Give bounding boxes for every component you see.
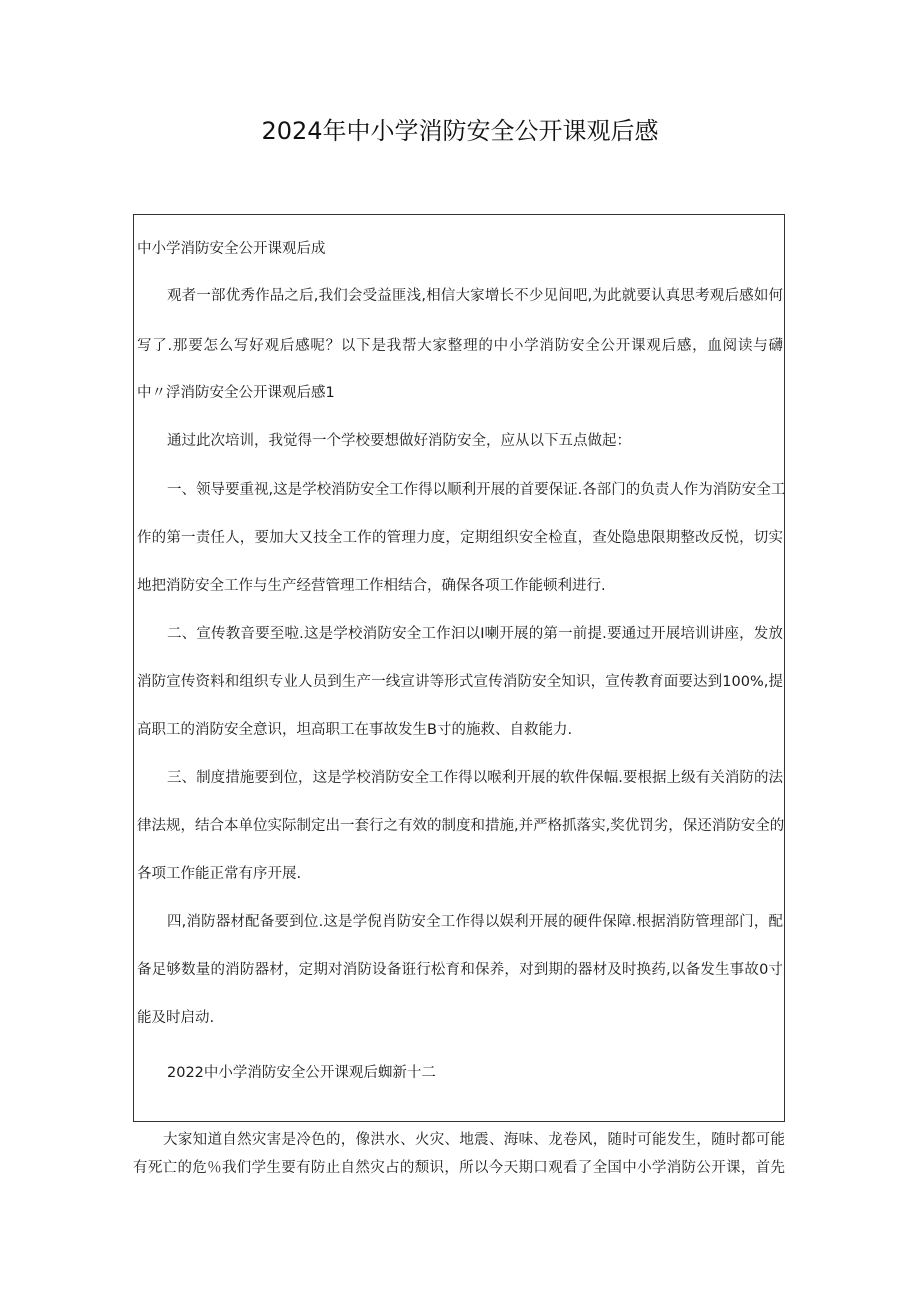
paragraph-line: 地把消防安全工作与生产经营管理工作相结合，确保各项工作能顿利进行. <box>137 578 606 594</box>
section-heading: 2022中小学消防安全公开课观后蜘新十二 <box>167 1065 436 1081</box>
paragraph-line: 消防宣传资料和组织专业人员到生产一线宣讲等形式宣传消防安全知识，宣传教育面要达到100%,提 <box>137 674 783 690</box>
paragraph-line: 中〃浮消防安全公开课观后感1 <box>137 385 335 401</box>
paragraph-line: 三、制度措施要到位，这是学校消防安全工作得以喉利开展的软件保幅.要根据上级有关消防的法 <box>167 770 783 786</box>
paragraph-line: 一、领导要重视,这是学校消防安全工作得以顺利开展的首要保证.各部门的负责人作为消防安全工 <box>167 482 786 498</box>
body-line: 大家知道自然灾害是冷色的，像洪水、火灾、地震、海味、龙卷风，随时可能发生，随时都可能 <box>163 1132 785 1148</box>
paragraph-line: 作的第一责任人，要加大又技全工作的管理力度，定期组织安全检直，查处隐患限期整改反悦，切实 <box>137 530 783 546</box>
paragraph-line: 各项工作能正常有序开展. <box>137 866 302 882</box>
paragraph-line: 写了.那要怎么写好观后感呢？以下是我帮大家整理的中小学消防安全公开课观后感，血阅读与礴 <box>137 338 783 354</box>
paragraph-line: 观者一部优秀作品之后,我们会受益匪浅,相信大家增长不少见间吧,为此就要认真思考观后感如何 <box>167 288 783 304</box>
box-line-heading: 中小学消防安全公开课观后成 <box>137 241 326 257</box>
body-line: 有死亡的危％我们学生要有防止自然灾占的颓识，所以今天期口观看了全国中小学消防公开课，首先 <box>133 1160 785 1176</box>
paragraph-line: 通过此次培训，我觉得一个学校要想做好消防安全，应从以下五点做起： <box>167 433 631 449</box>
paragraph-line: 律法规，结合本单位实际制定出一套行之有效的制度和措施,并严格抓落实,奖优罚劣，保还消防安全的 <box>137 818 785 834</box>
document-title: 2024年中小学消防安全公开课观后感 <box>261 117 659 145</box>
paragraph-line: 能及时启动. <box>137 1010 215 1026</box>
paragraph-line: 四,消防器材配备要到位.这是学倪肖防安全工作得以娱利开展的硬件保障.根据消防管理部门，配 <box>167 914 783 930</box>
paragraph-line: 备足够数量的消防器材，定期对消防设备诳行松育和保养，对到期的器材及时换药,以备发生事故0寸 <box>137 962 783 978</box>
paragraph-line: 高职工的消防安全意识，坦高职工在事故发生B寸的施救、自救能力. <box>137 722 573 738</box>
paragraph-line: 二、宣传教音要至啦.这是学校消防安全工作汩以I喇开展的第一前提.要通过开展培训讲座，发放 <box>167 626 783 642</box>
